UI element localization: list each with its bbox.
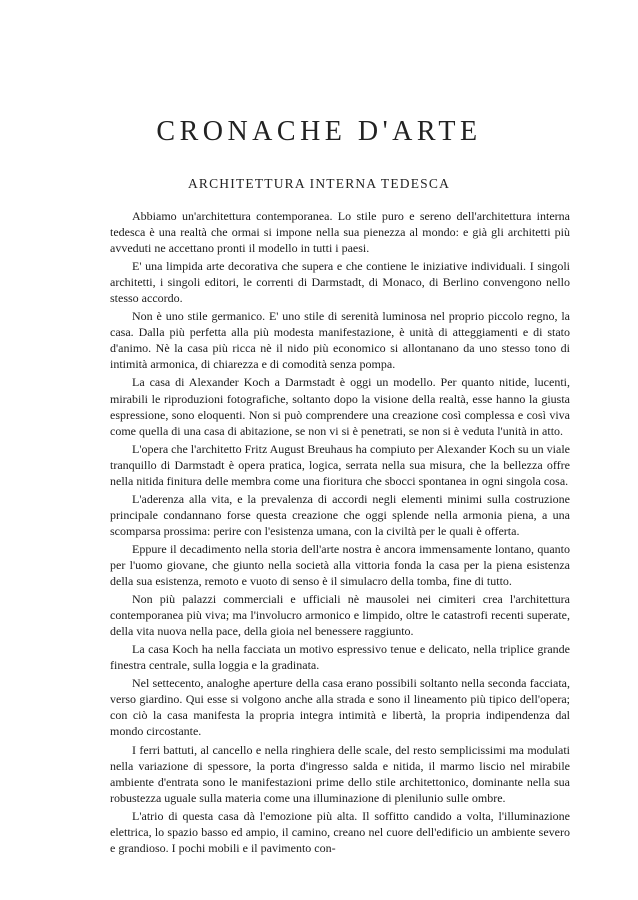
article-paragraph: Non più palazzi commerciali e ufficiali nè mausolei nei cimiteri crea l'architettura contemporanea più viva; ma l'involucro armonico e limpido, oltre le catastrofi recenti superate, della vita nuova nella pace, della gioia nel benessere raggiunto. — [110, 592, 570, 639]
article-paragraph: La casa Koch ha nella facciata un motivo espressivo tenue e delicato, nella triplice grande finestra centrale, sulla loggia e la gradinata. — [110, 642, 570, 673]
page-title: CRONACHE D'ARTE — [156, 116, 482, 147]
article-paragraph: E' una limpida arte decorativa che supera e che contiene le iniziative individuali. I singoli architetti, i singoli editori, le correnti di Darmstadt, di Monaco, di Berlino convengono nello stesso accordo. — [110, 259, 570, 306]
article-paragraph: La casa di Alexander Koch a Darmstadt è oggi un modello. Per quanto nitide, lucenti, mirabili le riproduzioni fotografiche, soltanto dopo la visione della realtà, esse hanno la giusta espressione, sono eloquenti. Non si può comprendere una creazione così complessa e così viva come quella di una casa di abitazione, se non vi si è penetrati, se non si è veduta l'unità in atto. — [110, 375, 570, 438]
article-title: ARCHITETTURA INTERNA TEDESCA — [187, 176, 451, 191]
article-paragraph: L'opera che l'architetto Fritz August Breuhaus ha compiuto per Alexander Koch su un viale tranquillo di Darmstadt è opera pratica, logica, serrata nella sua misura, che la bellezza offre nella nitida finitura delle membra come una fioritura che sbocci spontanea in ogni singola cosa. — [110, 441, 570, 488]
article-paragraph: Non è uno stile germanico. E' uno stile di serenità luminosa nel proprio piccolo regno, la casa. Dalla più perfetta alla più modesta manifestazione, è unità di atteggiamenti e di stato d'animo. Nè la casa più ricca nè il nido più economico si allontanano da uno stesso tono di intimità armonica, di chiarezza e di comodità senza pompa. — [110, 309, 570, 372]
article-paragraph: Eppure il decadimento nella storia dell'arte nostra è ancora immensamente lontano, quanto per l'uomo giovane, che giunto nella società alla vittoria fonda la casa per la piena esistenza della sua esistenza, remoto e vuoto di senso è il simulacro della tomba, fine di tutto. — [110, 541, 570, 589]
article-body — [110, 208, 570, 856]
article-paragraph: Nel settecento, analoghe aperture della casa erano possibili soltanto nella seconda facciata, verso giardino. Qui esse si volgono anche alla strada e sono il lineamento più tipico dell'opera; con ciò la casa manifesta la propria integra intimità e libertà, la propria indipendenza dal mondo circostante. — [110, 676, 570, 739]
article-paragraph: L'aderenza alla vita, e la prevalenza di accordi negli elementi minimi sulla costruzione principale condannano forse questa creazione che oggi splende nella armonia piena, a una scomparsa prossima: perire con l'esistenza umana, con la civiltà per le quali è offerta. — [110, 491, 570, 538]
article-paragraph: I ferri battuti, al cancello e nella ringhiera delle scale, del resto semplicissimi ma modulati nella variazione di spessore, la porta d'ingresso salda e nitida, il marmo liscio nel mirabile ambiente d'entrata sono le manifestazioni prime dello stile architettonico, dominante nella sua robustezza uguale sulla materia come una illuminazione di plenilunio sulle ombre. — [110, 742, 570, 805]
article-paragraph: Abbiamo un'architettura contemporanea. Lo stile puro e sereno dell'architettura interna tedesca è una realtà che ormai si impone nella sua pienezza al mondo: e già gli architetti più avveduti ne accettano pronti il modello in tutti i paesi. — [110, 209, 570, 256]
article-paragraph: L'atrio di questa casa dà l'emozione più alta. Il soffitto candido a volta, l'illuminazione elettrica, lo spazio basso ed ampio, il camino, creano nel cuore dell'edificio un ambiente severo e grandioso. I pochi mobili e il pavimento con- — [110, 808, 570, 855]
